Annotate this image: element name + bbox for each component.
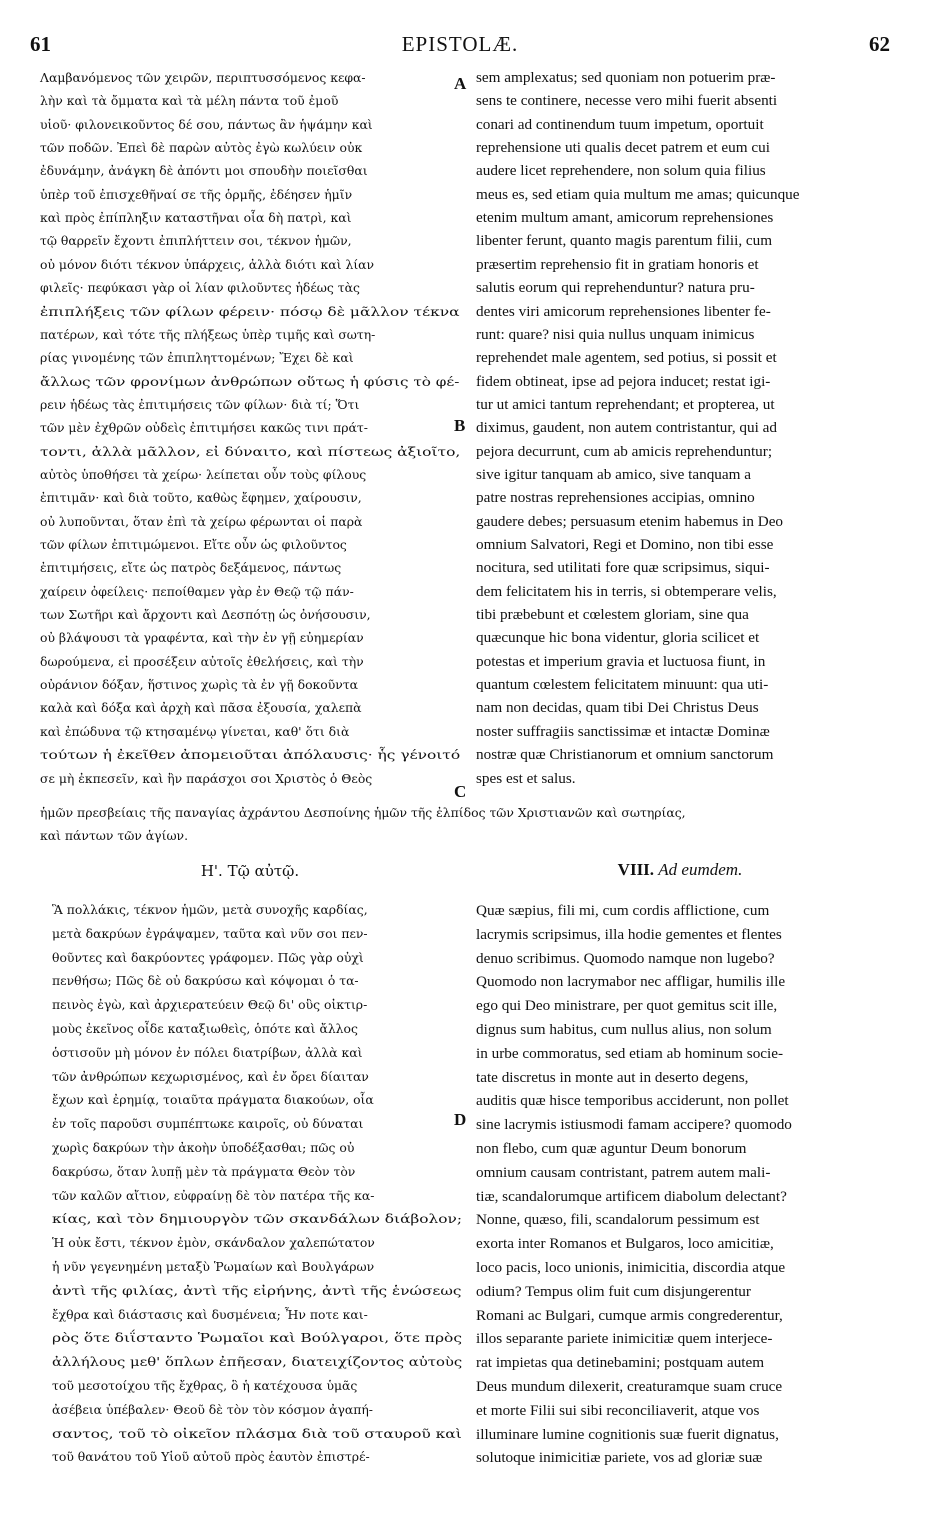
latin-text-line: odium? Tempus olim fuit cum disjungerentur (476, 1282, 751, 1300)
latin-section-heading: Ad eumdem. (658, 860, 743, 879)
latin-text-line: potestas et imperium gravia et luctuosa fiunt, in (476, 652, 766, 670)
latin-text-line: rat impietas qua detinebamini; postquam autem (476, 1354, 765, 1372)
greek-text-line: ρίας γινομένης τῶν ἐπιπληττομένων; Ἔχει δὲ καὶ (40, 350, 354, 366)
latin-text-line: loco pacis, loco unionis, inimicitia, discordia atque (476, 1259, 786, 1276)
latin-text-line: reprehensione uti qualis decet patrem et eum cui (476, 139, 770, 157)
latin-text-line: dignus sum habitus, cum nullus alius, non solum (476, 1021, 772, 1038)
greek-text-line: Λαμβανόμενος τῶν χειρῶν, περιπτυσσόμενος κεφα- (40, 70, 366, 85)
greek-text-line: τοῦ μεσοτοίχου τῆς ἔχθρας, ὃ ἡ κατέχουσα ὑμᾶς (52, 1378, 358, 1393)
greek-text-line: ἐπιτιμᾶν· καὶ διὰ τοῦτο, καθὼς ἔφημεν, χαίρουσιν, (40, 490, 362, 506)
greek-text-line: θοῦντες καὶ δακρύοντες γράφομεν. Πῶς γὰρ οὐχὶ (52, 949, 364, 965)
latin-text-line: sem amplexatus; sed quoniam non potuerim præ- (476, 69, 776, 86)
latin-text-line: pejora decurrunt, cum ab amicis reprehenduntur; (476, 442, 773, 460)
latin-text-line: gaudere debes; persuasum etenim habemus in Deo (476, 512, 784, 530)
latin-text-line: salutis eorum qui reprehenduntur? natura pru- (476, 279, 755, 297)
latin-text-line: runt: quare? nisi quia nullus unquam inimicus (476, 325, 755, 343)
greek-text-line: τῶν ἀνθρώπων κεχωρισμένος, καὶ ἐν ὄρει δίαιταν (52, 1068, 369, 1084)
greek-text-line: αὐτὸς ὑποθήσει τὰ χείρω· λείπεται οὖν τοὺς φίλους (40, 466, 367, 482)
greek-text-line: Ἃ πολλάκις, τέκνον ἡμῶν, μετὰ συνοχῆς καρδίας, (52, 902, 368, 917)
greek-text-line: δακρύσω, ὅταν λυπῇ μὲν τὰ πράγματα Θεὸν τὸν (52, 1163, 356, 1179)
page-number-right: 62 (869, 32, 890, 56)
greek-span-line: καὶ πάντων τῶν ἁγίων. (40, 828, 189, 844)
latin-text-line: solutoque inimicitiæ pariete, vos ad gloriæ suæ (476, 1449, 763, 1467)
latin-text-line: et morte Filii sui sibi reconciliaverit, atque vos (476, 1401, 760, 1419)
greek-text-line: δωρούμενα, εἰ προσέξειν αὐτοῖς ἐθελήσεις, καὶ τὴν (40, 653, 364, 669)
greek-text-line: ὁστισοῦν μὴ μόνον ἐν πόλει διατρίβων, ἀλλὰ καὶ (52, 1044, 363, 1060)
latin-text-line: non flebo, cum quæ aguntur Deum bonorum (476, 1140, 747, 1157)
greek-text-line: τῶν φίλων ἐπιτιμώμενοι. Εἴτε οὖν ὡς φιλοῦντος (40, 537, 347, 552)
latin-text-line: quæcunque hic bona videntur, gloria scilicet et (476, 629, 760, 647)
page-number-left: 61 (30, 32, 51, 56)
latin-text-line: quantum cœlestem felicitatem minuunt: qua uti- (476, 676, 769, 694)
margin-marker-a: A (454, 74, 467, 93)
greek-text-line: ἀλλήλους μεθ' ὅπλων ἐπῆεσαν, διατειχίζοντος αὐτοὺς (52, 1354, 463, 1370)
latin-text-line: Quæ sæpius, fili mi, cum cordis afflictione, cum (476, 902, 770, 919)
greek-text-line: οὐ λυποῦνται, ὅταν ἐπὶ τὰ χείρω φέρωνται οἱ παρὰ (40, 513, 363, 529)
latin-text-line: tur ut amici tantum reprehendant; et propterea, ut (476, 395, 775, 413)
latin-text-line: denuo scribimus. Quomodo namque non lugebo? (476, 949, 775, 967)
greek-text-line: καὶ πρὸς ἐπίπληξιν καταστῆναι οἷα δὴ πατρὶ, καὶ (40, 210, 352, 226)
latin-text-line: reprehendet male agentem, sed potius, si possit et (476, 349, 777, 367)
margin-marker-d: D (454, 1110, 467, 1129)
greek-text-line: χαίρειν ὀφείλεις· πεποίθαμεν γὰρ ἐν Θεῷ τῷ πάν- (40, 583, 354, 599)
greek-text-line: σε μὴ ἐκπεσεῖν, καὶ ἣν παράσχοι σοι Χριστὸς ὁ Θεὸς (40, 770, 373, 786)
greek-text-line: λὴν καὶ τὰ ὄμματα καὶ τὰ μέλη πάντα τοῦ ἐμοῦ (40, 93, 339, 109)
latin-text-line: exorta inter Romanos et Bulgaros, loco amicitiæ, (476, 1235, 774, 1253)
greek-text-line: κίας, καὶ τὸν δημιουργὸν τῶν σκανδάλων διάβολον; (52, 1211, 463, 1227)
latin-text-line: illos separante pariete inimicitiæ quem interjece- (476, 1330, 773, 1348)
latin-section-title (470, 860, 890, 880)
latin-text-line: præsertim reprehensio fit in gratiam honoris et (476, 255, 759, 273)
latin-text-line: libenter ferunt, quanto magis parentum filii, cum (476, 232, 773, 250)
latin-text-line: nocitura, sed utilitati fore quæ scripsimus, siqui- (476, 559, 770, 577)
latin-text-line: noster suffragiis sanctissimæ et intactæ Dominæ (476, 722, 770, 740)
greek-text-line: ἀσέβεια ὑπέβαλεν· Θεοῦ δὲ τὸν τὸν κόσμον ἀγαπή- (52, 1401, 373, 1417)
latin-text-line: nam non decidas, quam tibi Dei Christus Deus (476, 699, 759, 717)
greek-text-line: Ἡ οὐκ ἔστι, τέκνον ἐμὸν, σκάνδαλον χαλεπώτατον (52, 1235, 375, 1251)
greek-text-line: καὶ ἐπώδυνα τῷ κτησαμένῳ γίνεται, καθ' ὅτι διὰ (40, 723, 350, 739)
greek-text-line: πενθήσω; Πῶς δὲ οὐ δακρύσω καὶ κόψομαι ὁ τα- (52, 973, 359, 989)
latin-text-line: omnium Salvatori, Regi et Domino, non tibi esse (476, 536, 774, 553)
greek-text-line: ἔχων καὶ ἐρημίᾳ, τοιαῦτα πράγματα διακούων, οἷα (52, 1092, 374, 1108)
latin-text-line: auditis quæ hisce temporibus acciderunt, non pollet (476, 1092, 789, 1110)
greek-text-line: των Σωτῆρι καὶ ἄρχοντι καὶ Δεσπότῃ ὡς ὀνήσουσιν, (40, 607, 371, 623)
latin-text-line: tiæ, scandalorumque artificem diabolum delectant? (476, 1187, 787, 1205)
latin-text-line: ego qui Deo ministrare, per quot gemitus scit ille, (476, 997, 778, 1015)
margin-marker-b: B (454, 416, 466, 435)
greek-text-line: ἄλλως τῶν φρονίμων ἀνθρώπων οὕτως ἡ φύσις τὸ φέ- (40, 373, 460, 389)
latin-text-line: illuminare lumine cognitionis suæ fuerit dignatus, (476, 1425, 779, 1443)
latin-text-line: omnium causam contristant, patrem autem mali- (476, 1163, 771, 1181)
latin-text-line: Nonne, quæso, fili, scandalorum pessimum est (476, 1211, 760, 1229)
latin-section-number: VIII. (617, 860, 655, 879)
greek-text-line: ἐδυνάμην, ἀνάγκη δὲ ἀπόντι μοι σπουδὴν ποιεῖσθαι (40, 163, 368, 179)
greek-text-line: τῶν μὲν ἐχθρῶν οὐδεὶς ἐπιτιμήσει κακῶς τινι πράτ- (40, 420, 368, 436)
latin-text-line: Deus mundum dilexerit, creaturamque suam cruce (476, 1378, 783, 1395)
greek-text-line: τοῦ θανάτου τοῦ Υἱοῦ αὐτοῦ πρὸς ἑαυτὸν ἐπιστρέ- (52, 1449, 370, 1465)
greek-text-line: πατέρων, καὶ τότε τῆς πλήξεως ὑπὲρ τιμῆς καὶ σωτη- (40, 326, 376, 342)
greek-text-line: ἡ νῦν γεγενημένη μεταξὺ Ῥωμαίων καὶ Βουλγάρων (52, 1259, 375, 1274)
latin-text-line: sine lacrymis istiusmodi famam accipere? quomodo (476, 1116, 792, 1134)
greek-text-line: ὑπὲρ τοῦ ἐπισχεθῆναί σε τῆς ὁρμῆς, ἐδέησεν ἡμῖν (40, 186, 353, 202)
greek-text-line: ἐν τοῖς παροῦσι συμπέπτωκε καιροῖς, οὐ δύναται (52, 1116, 364, 1132)
greek-span-line: ἡμῶν πρεσβείαις τῆς παναγίας ἀχράντου Δεσποίνης ἡμῶν τῆς ἐλπίδος τῶν Χριστιανῶν καὶ σωτηρίας, (40, 805, 686, 820)
latin-text-line: spes est et salus. (476, 769, 576, 787)
greek-text-line: ἐπιπλήξεις τῶν φίλων φέρειν· πόσῳ δὲ μᾶλλον τέκνα (40, 303, 460, 319)
running-title: EPISTOLÆ. (401, 32, 519, 56)
latin-text-line: dem felicitatem his in terris, si obtemperare velis, (476, 582, 777, 600)
greek-text-line: τῶν ποδῶν. Ἐπεὶ δὲ παρὼν αὐτὸς ἐγὼ κωλύειν οὐκ (40, 140, 363, 156)
greek-text-line: ρὸς ὅτε διΐσταντο Ῥωμαῖοι καὶ Βούλγαροι, ὅτε πρὸς (52, 1330, 462, 1346)
latin-text-line: patre nostras reprehensiones accipias, omnino (476, 489, 755, 507)
latin-text-line: lacrymis scripsimus, illa hodie gementes et flentes (476, 925, 782, 943)
greek-text-line: τῷ θαρρεῖν ἔχοντι ἐπιπλήττειν σοι, τέκνον ἡμῶν, (40, 233, 352, 249)
margin-marker-c: C (454, 782, 467, 801)
latin-text-line: diximus, gaudent, non autem contristantur, qui ad (476, 419, 777, 437)
greek-text-line: τῶν καλῶν αἴτιον, εὐφραίνῃ δὲ τὸν πατέρα τῆς κα- (52, 1187, 375, 1203)
greek-section-title: Η'. Τῷ αὐτῷ. (200, 862, 300, 880)
greek-text-line: μετὰ δακρύων ἐγράψαμεν, ταῦτα καὶ νῦν σοι πεν- (52, 925, 368, 941)
greek-text-line: ἔχθρα καὶ διάστασις καὶ δυσμένεια; Ἦν ποτε και- (52, 1306, 368, 1322)
latin-text-line: tibi præbebunt et cœlestem gloriam, sine qua (476, 606, 749, 624)
greek-text-line: ἐπιτιμήσεις, εἴτε ὡς πατρὸς δεξάμενος, πάντως (40, 560, 342, 576)
greek-text-line: μοὺς ἐκεῖνος οἶδε καταξιωθεὶς, ὁπότε καὶ ἄλλος (52, 1021, 358, 1036)
latin-text-line: sive igitur tanquam ab amico, sive tanquam a (476, 465, 751, 483)
greek-text-line: οὐ μόνον διότι τέκνον ὑπάρχεις, ἀλλὰ διότι καὶ λίαν (40, 256, 375, 272)
latin-text-line: audere licet reprehendere, non solum quia filius (476, 162, 766, 180)
latin-text-line: in urbe commoratus, sed etiam ab hominum socie- (476, 1044, 784, 1062)
latin-text-line: Romani ac Bulgari, cumque armis congrederentur, (476, 1306, 783, 1324)
greek-text-line: ρειν ἡδέως τὰς ἐπιτιμήσεις τῶν φίλων· διὰ τί; Ὅτι (40, 396, 360, 412)
latin-text-line: nostræ quæ Christianorum et omnium sanctorum (476, 746, 774, 764)
latin-text-line: etenim multum amant, amicorum reprehensiones (476, 209, 774, 227)
latin-text-line: tate discretus in monte aut in deserto degens, (476, 1068, 749, 1086)
greek-text-line: σαντος, τοῦ τὸ οἰκεῖον πλάσμα διὰ τοῦ σταυροῦ καὶ (52, 1425, 462, 1441)
latin-text-line: sens te continere, necesse vero mihi fuerit absenti (476, 92, 778, 110)
latin-text-line: meus es, sed etiam quia multum me amas; quicunque (476, 185, 800, 203)
latin-text-line: conari ad continendum tuum impetum, oportuit (476, 115, 764, 133)
running-header (30, 32, 890, 56)
greek-text-line: οὐράνιον δόξαν, ἥστινος χωρὶς τὰ ἐν γῇ δοκοῦντα (40, 677, 359, 693)
greek-text-line: τούτων ἡ ἐκεῖθεν ἀπομειοῦται ἀπόλαυσις· ἧς γένοιτό (40, 747, 461, 763)
greek-text-line: οὐ βλάψουσι τὰ γραφέντα, καὶ τὴν ἐν γῇ εὐημερίαν (40, 630, 364, 646)
greek-text-line: χωρὶς δακρύων τὴν ἀκοὴν ὑποδέξασθαι; πῶς οὐ (52, 1140, 355, 1155)
greek-text-line: υἱοῦ· φιλονεικοῦντος δέ σου, πάντως ἂν ἡψάμην καὶ (40, 116, 373, 132)
greek-text-line: φιλεῖς· πεφύκασι γὰρ οἱ λίαν φιλοῦντες ἡδέως τὰς (40, 280, 360, 296)
greek-text-line: καλὰ καὶ δόξα καὶ ἀρχὴ καὶ πᾶσα ἐξουσία, χαλεπὰ (40, 700, 362, 716)
latin-text-line: dentes viri amicorum reprehensiones libenter fe- (476, 302, 771, 320)
greek-text-line: ἀντὶ τῆς φιλίας, ἀντὶ τῆς εἰρήνης, ἀντὶ τῆς ἑνώσεως (52, 1282, 462, 1298)
latin-text-line: fidem obtineat, ipse ad pejora inducet; restat igi- (476, 372, 771, 390)
greek-text-line: πεινὸς ἐγὼ, καὶ ἀρχιερατεύειν Θεῷ δι' οὓς οἰκτιρ- (52, 997, 368, 1013)
greek-text-line: τοντι, ἀλλὰ μᾶλλον, εἰ δύναιτο, καὶ πίστεως ἀξιοῖτο, (40, 443, 461, 459)
latin-text-line: Quomodo non lacrymabor nec affligar, humilis ille (476, 973, 786, 991)
